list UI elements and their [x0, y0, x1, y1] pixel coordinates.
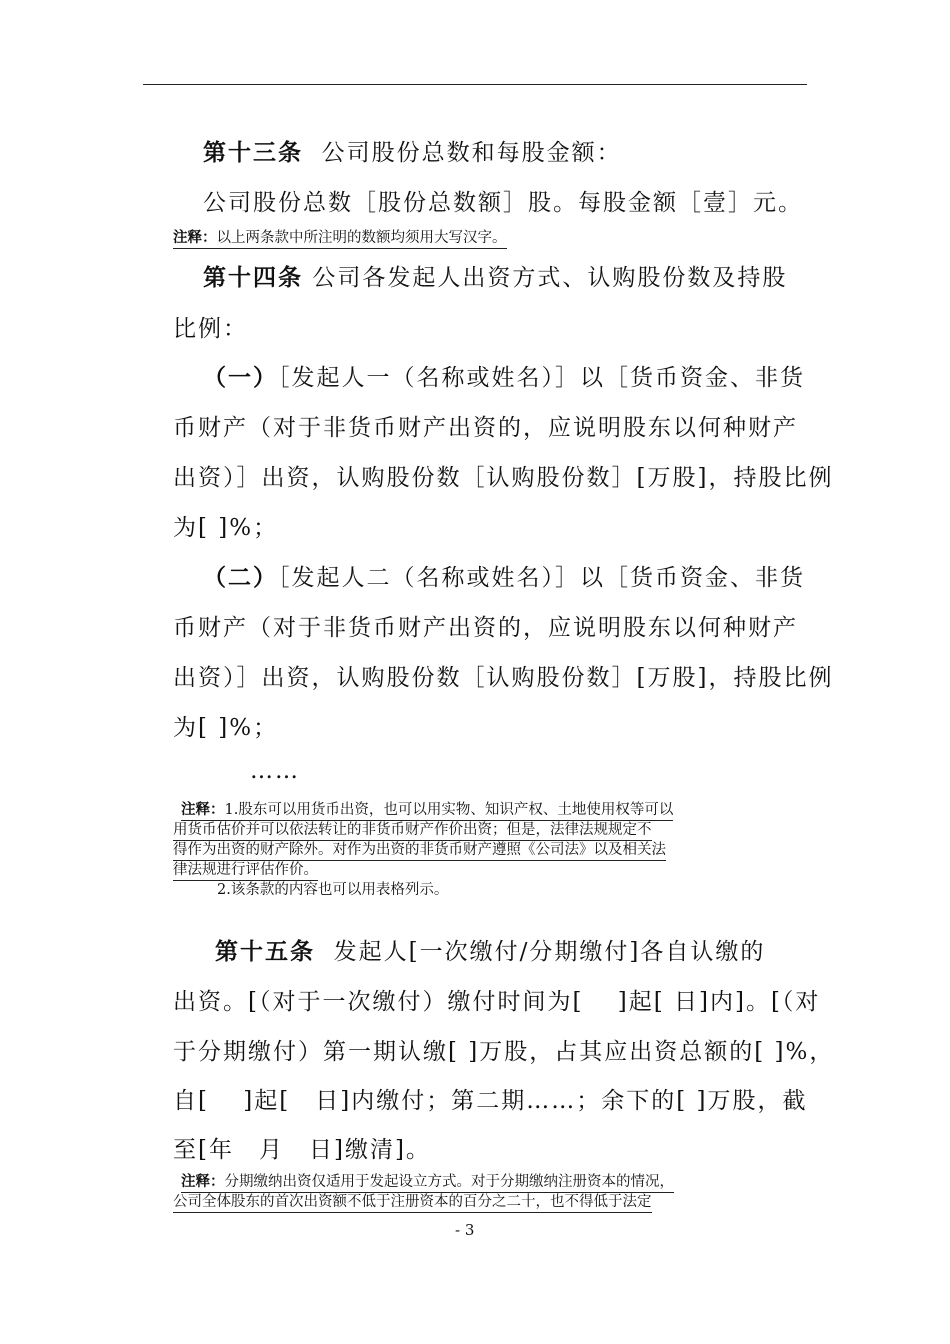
header-rule	[143, 84, 807, 85]
art15-heading	[215, 933, 849, 966]
art15-line5: 至[年 月 日]缴清]。	[173, 1137, 431, 1163]
art14-item1-line2: 币财产（对于非货币财产出资的，应说明股东以何种财产	[173, 415, 798, 441]
art14-heading	[203, 259, 837, 292]
art15-title: 第十五条	[215, 938, 315, 965]
art14-note-2: 2.该条款的内容也可以用表格列示。	[217, 882, 449, 898]
art13-note-label: 注释：	[173, 229, 217, 246]
art14-item1-line3: 出资）］出资，认购股份数［认购股份数］[万股]，持股比例	[173, 465, 834, 491]
art15-line2: 出资。[（对于一次缴付）缴付时间为[ ]起[ 日]内]。[（对	[173, 989, 821, 1015]
page-number: - 3	[455, 1221, 475, 1239]
art15-line1: 发起人[一次缴付/分期缴付]各自认缴的	[333, 939, 766, 965]
art15-line3: 于分期缴付）第一期认缴[ ]万股，占其应出资总额的[ ]%，	[173, 1039, 835, 1065]
art14-item1-label: （一）	[203, 364, 278, 391]
art15-note-label: 注释：	[181, 1173, 225, 1190]
art14-ellipsis: ……	[250, 758, 300, 784]
art14-item1-line4: 为[ ]%；	[173, 515, 279, 541]
art14-item1-line1: （一）［发起人一（名称或姓名）］以［货币资金、非货	[203, 364, 805, 391]
art13-line2: 公司股份总数［股份总数额］股。每股金额［壹］元。	[203, 190, 803, 216]
art15-line4: 自[ ]起[ 日]内缴付；第二期……；余下的[ ]万股，截	[173, 1088, 808, 1114]
art14-item2-line4: 为[ ]%；	[173, 715, 279, 741]
art13-title: 第十三条	[203, 139, 303, 166]
art14-item2-line3: 出资）］出资，认购股份数［认购股份数］[万股]，持股比例	[173, 665, 834, 691]
art14-item2-line1: （二）［发起人二（名称或姓名）］以［货币资金、非货	[203, 564, 805, 591]
art13-text: 公司股份总数和每股金额：	[321, 140, 622, 166]
art14-line2: 比例：	[173, 316, 248, 342]
art14-note: 注释：1.股东可以用货币出资，也可以用实物、知识产权、土地使用权等可以 用货币估价并可以依法转让的非货币财产作价出资；但是，法律法规规定不 得作为出资的财产除外。对作为出资的非货币财产遵照《公司法》以及相关法 律法规进行评估作价。 2.该条款的内容也可以用表格列示。	[173, 800, 807, 900]
art14-note-label: 注释：	[181, 801, 225, 818]
art14-item2-line2: 币财产（对于非货币财产出资的，应说明股东以何种财产	[173, 615, 798, 641]
art14-title: 第十四条	[203, 264, 303, 291]
art14-line1: 公司各发起人出资方式、认购股份数及持股	[312, 265, 788, 291]
art13-note	[173, 228, 807, 249]
art15-note: 注释：分期缴纳出资仅适用于发起设立方式。对于分期缴纳注册资本的情况， 公司全体股东的首次出资额不低于注册资本的百分之二十，也不得低于法定	[173, 1172, 807, 1213]
art13-note-text: 以上两条款中所注明的数额均须用大写汉字。	[216, 230, 507, 246]
art14-item2-label: （二）	[203, 564, 278, 591]
art13-heading	[203, 134, 837, 167]
